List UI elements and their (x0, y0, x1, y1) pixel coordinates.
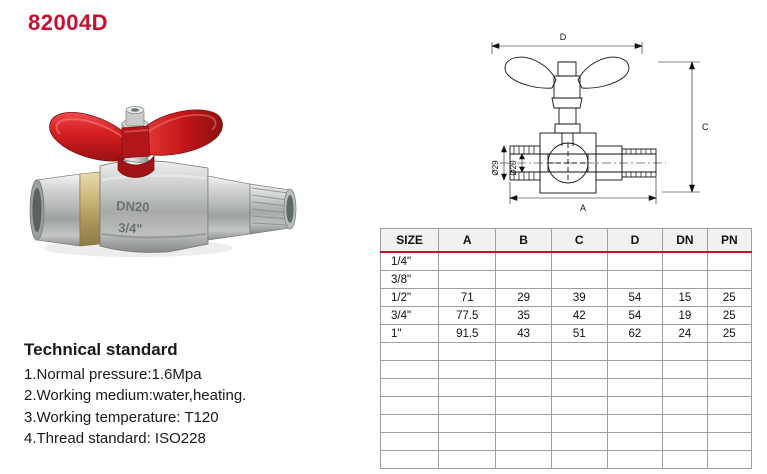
cell-pn (707, 451, 751, 469)
cell-d (607, 451, 663, 469)
cell-a (439, 252, 496, 271)
cell-dn: 24 (663, 325, 707, 343)
cell-pn (707, 415, 751, 433)
cell-c: 51 (551, 325, 607, 343)
cell-b (496, 397, 552, 415)
cell-dn (663, 343, 707, 361)
cell-size: 1/2" (381, 289, 439, 307)
table-header-size: SIZE (381, 229, 439, 253)
cell-c (551, 252, 607, 271)
cell-pn (707, 252, 751, 271)
cell-pn (707, 379, 751, 397)
cell-a (439, 343, 496, 361)
cell-c (551, 415, 607, 433)
cell-dn (663, 415, 707, 433)
cell-b (496, 415, 552, 433)
table-row (381, 271, 752, 289)
cell-b (496, 252, 552, 271)
cell-c: 42 (551, 307, 607, 325)
cell-pn (707, 343, 751, 361)
cell-size (381, 361, 439, 379)
cell-dn: 15 (663, 289, 707, 307)
technical-standard-block (24, 340, 364, 449)
cell-size: 1/4" (381, 252, 439, 271)
cell-a (439, 361, 496, 379)
table-row (381, 415, 752, 433)
table-row (381, 433, 752, 451)
table-row (381, 252, 752, 271)
drawing-dim-outer-diameter: Ø29 (491, 160, 500, 176)
cell-dn (663, 271, 707, 289)
cell-a (439, 271, 496, 289)
cell-pn: 25 (707, 307, 751, 325)
cell-size (381, 379, 439, 397)
product-photo (18, 48, 318, 263)
cell-d (607, 433, 663, 451)
cell-b (496, 433, 552, 451)
table-header-c: C (551, 229, 607, 253)
table-row (381, 289, 752, 307)
cell-a: 71 (439, 289, 496, 307)
cell-d (607, 271, 663, 289)
cell-b: 29 (496, 289, 552, 307)
table-row (381, 397, 752, 415)
cell-dn (663, 433, 707, 451)
cell-size: 1" (381, 325, 439, 343)
cell-c (551, 451, 607, 469)
cell-c (551, 361, 607, 379)
cell-b: 43 (496, 325, 552, 343)
cell-b (496, 379, 552, 397)
table-row (381, 325, 752, 343)
cell-d (607, 379, 663, 397)
cell-b (496, 361, 552, 379)
cell-dn (663, 379, 707, 397)
cell-dn (663, 361, 707, 379)
cell-size (381, 343, 439, 361)
cell-size (381, 415, 439, 433)
cell-d (607, 252, 663, 271)
cell-size (381, 397, 439, 415)
technical-drawing (452, 18, 752, 213)
spec-table (380, 228, 752, 469)
technical-standard-line: 1.Normal pressure:1.6Mpa (24, 366, 202, 383)
drawing-dim-a: A (579, 203, 587, 213)
technical-standard-line: 4.Thread standard: ISO228 (24, 429, 206, 447)
technical-standard-line: 3.Working temperature: T120 (24, 408, 219, 426)
cell-c (551, 397, 607, 415)
cell-c (551, 433, 607, 451)
cell-size (381, 451, 439, 469)
cell-d (607, 361, 663, 379)
table-row (381, 343, 752, 361)
cell-dn (663, 252, 707, 271)
cell-size: 3/8" (381, 271, 439, 289)
cell-c: 39 (551, 289, 607, 307)
cell-b (496, 343, 552, 361)
cell-c (551, 343, 607, 361)
table-row (381, 307, 752, 325)
cell-dn (663, 451, 707, 469)
cell-pn: 25 (707, 289, 751, 307)
cell-c (551, 379, 607, 397)
drawing-dim-inner-diameter: Ø20 (509, 160, 518, 176)
cell-pn (707, 433, 751, 451)
table-header-b: B (496, 229, 552, 253)
page-title: 82004D (28, 10, 109, 35)
svg-text:DN20: DN20 (115, 198, 150, 215)
cell-dn (663, 397, 707, 415)
table-row (381, 451, 752, 469)
cell-d: 54 (607, 307, 663, 325)
cell-a (439, 433, 496, 451)
table-row (381, 361, 752, 379)
drawing-dim-d: D (559, 32, 567, 42)
svg-text:3/4": 3/4" (117, 220, 143, 237)
cell-size (381, 433, 439, 451)
cell-d (607, 343, 663, 361)
cell-b (496, 451, 552, 469)
cell-b (496, 271, 552, 289)
cell-d: 54 (607, 289, 663, 307)
cell-pn (707, 397, 751, 415)
cell-size: 3/4" (381, 307, 439, 325)
cell-dn: 19 (663, 307, 707, 325)
cell-c (551, 271, 607, 289)
table-header-pn: PN (707, 229, 751, 253)
table-header-dn: DN (663, 229, 707, 253)
cell-pn: 25 (707, 325, 751, 343)
cell-a (439, 397, 496, 415)
cell-d (607, 397, 663, 415)
table-header-a: A (439, 229, 496, 253)
cell-pn (707, 361, 751, 379)
cell-a: 77.5 (439, 307, 496, 325)
table-header-row (381, 229, 752, 253)
cell-d (607, 415, 663, 433)
cell-a (439, 379, 496, 397)
table-row (381, 379, 752, 397)
technical-standard-line: 2.Working medium:water,heating. (24, 387, 247, 405)
cell-a (439, 415, 496, 433)
cell-a: 91.5 (439, 325, 496, 343)
cell-b: 35 (496, 307, 552, 325)
cell-pn (707, 271, 751, 289)
technical-standard-title: Technical standard (24, 340, 178, 359)
cell-a (439, 451, 496, 469)
table-header-d: D (607, 229, 663, 253)
cell-d: 62 (607, 325, 663, 343)
drawing-dim-c: C (702, 122, 709, 132)
